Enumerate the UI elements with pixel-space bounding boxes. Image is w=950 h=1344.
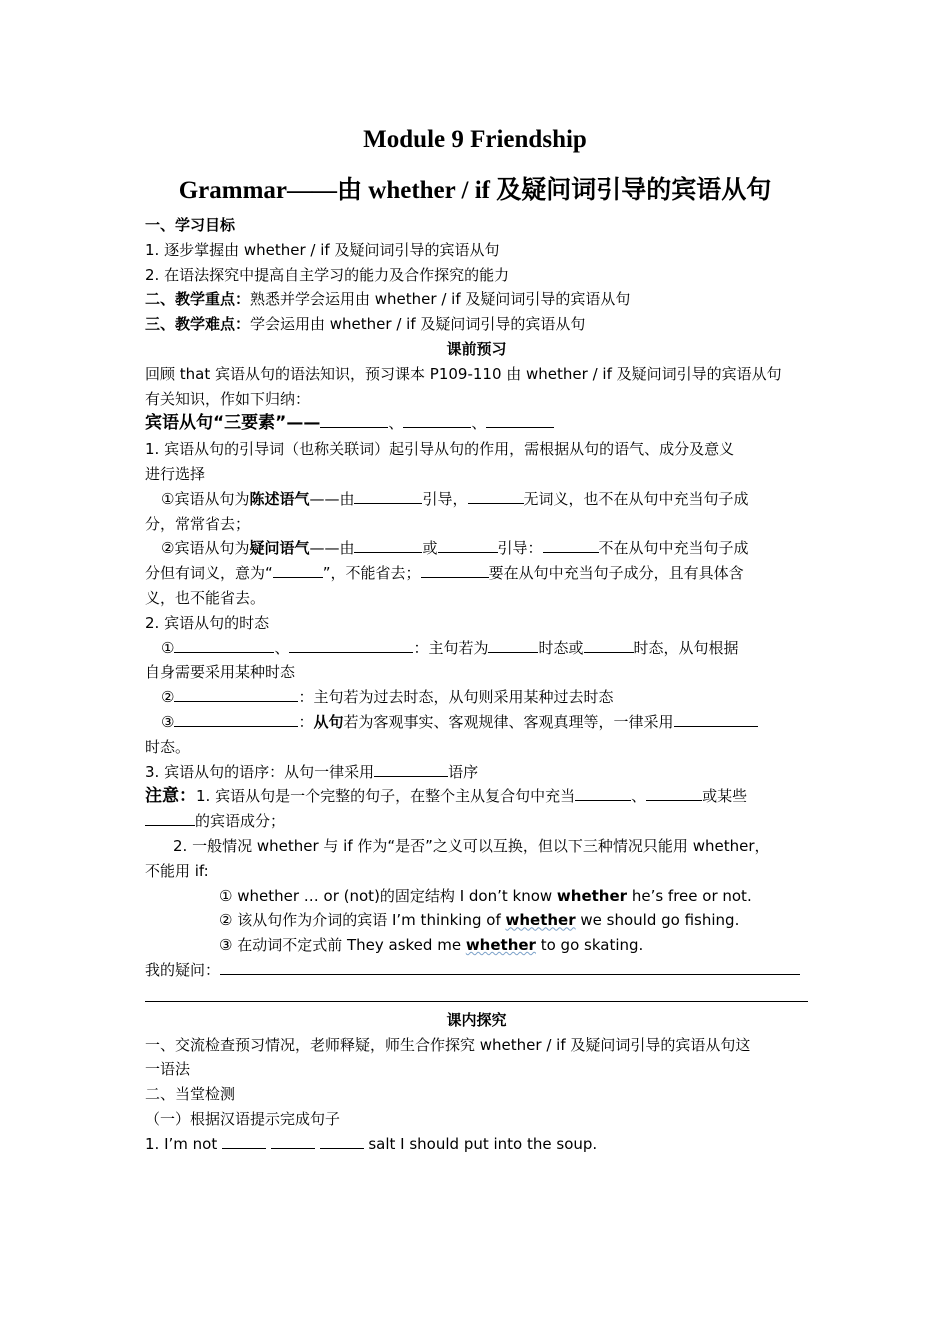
answer-blank[interactable] xyxy=(354,538,422,553)
difficulty-line xyxy=(145,312,808,337)
document-body xyxy=(145,213,808,1156)
example-line xyxy=(145,908,808,933)
answer-blank[interactable] xyxy=(646,786,702,801)
text-run: 分但有词义，意为“ xyxy=(145,564,273,583)
question-label: 我的疑问： xyxy=(145,960,221,979)
paragraph-line xyxy=(145,685,808,710)
text-run: 或某些 xyxy=(702,787,748,806)
text-run: ”，不能省去； xyxy=(322,564,421,583)
key-point-label: 二、教学重点： xyxy=(145,290,251,309)
paragraph-line: 进行选择 xyxy=(145,464,206,483)
text-run: whether xyxy=(465,936,536,955)
text-run: 要在从句中充当句子成分，且有具体含 xyxy=(488,564,744,583)
page-title: Module 9 Friendship xyxy=(363,126,587,153)
text-run: ：主句若为 xyxy=(413,638,489,657)
answer-blank[interactable] xyxy=(421,563,489,578)
paragraph-line xyxy=(145,710,808,735)
text-run: ② 该从句作为介词的宾语 I’m thinking of xyxy=(219,911,506,930)
text-run: 不在从句中充当句子成 xyxy=(598,539,749,558)
text-run: ——由 xyxy=(309,539,355,558)
text-run: 若为客观事实、客观规律、客观真理等，一律采用 xyxy=(343,712,674,731)
paragraph-line xyxy=(145,561,808,586)
answer-blank[interactable] xyxy=(374,762,448,777)
answer-blank[interactable] xyxy=(488,638,538,653)
text-run: to go skating. xyxy=(535,936,644,955)
answer-blank[interactable] xyxy=(354,489,422,504)
subtitle-part: whether / if xyxy=(362,177,497,204)
subtitle-part: 由 xyxy=(337,175,363,204)
text-run: 1. I’m not xyxy=(145,1134,218,1153)
difficulty-text: 学会运用由 whether / if 及疑问词引导的宾语从句 xyxy=(250,315,586,334)
example-line xyxy=(145,884,808,909)
key-point-text: 熟悉并学会运用由 whether / if 及疑问词引导的宾语从句 xyxy=(250,290,631,309)
text-run: ②宾语从句为 xyxy=(161,539,250,558)
paragraph-line: 一、交流检查预习情况，老师释疑，师生合作探究 whether / if 及疑问词引导的宾语从句这 xyxy=(145,1035,751,1054)
text-run: whether xyxy=(556,886,628,905)
note-label: 注意： xyxy=(145,786,196,807)
answer-blank[interactable] xyxy=(145,811,195,826)
paragraph-line: 2. 宾语从句的时态 xyxy=(145,613,270,632)
page-subtitle xyxy=(0,172,950,209)
text-run: 从句 xyxy=(313,712,344,731)
subtitle-part: 及疑问词引导的宾语从句 xyxy=(496,175,772,204)
text-run: 无词义，也不在从句中充当句子成 xyxy=(523,489,749,508)
question-line xyxy=(145,958,808,983)
note-line: 不能用 if: xyxy=(145,861,209,880)
question-input-line[interactable] xyxy=(145,983,808,1002)
paragraph-line xyxy=(145,536,808,561)
text-run: salt I should put into the soup. xyxy=(368,1134,598,1153)
preview-intro: 有关知识，作如下归纳： xyxy=(145,389,311,408)
section-heading-inclass: 课内探究 xyxy=(446,1010,507,1029)
answer-blank[interactable] xyxy=(174,638,274,653)
paragraph-line: 1. 宾语从句的引导词（也称关联词）起引导从句的作用，需根据从句的语气、成分及意义 xyxy=(145,440,735,459)
paragraph-line xyxy=(145,487,808,512)
note-line: 2. 一般情况 whether 与 if 作为“是否”之义可以互换，但以下三种情况只能用 whether， xyxy=(173,836,770,855)
key-point-line xyxy=(145,287,808,312)
answer-blank[interactable] xyxy=(273,563,323,578)
answer-blank[interactable] xyxy=(174,712,298,727)
answer-blank[interactable] xyxy=(438,538,498,553)
answer-blank[interactable] xyxy=(271,1134,315,1149)
three-elements-line xyxy=(145,411,808,437)
paragraph-line: 自身需要采用某种时态 xyxy=(145,663,296,682)
answer-blank[interactable] xyxy=(543,538,599,553)
exercise-line xyxy=(145,1132,808,1157)
separator: 、 xyxy=(274,638,290,657)
note-line xyxy=(145,809,808,834)
text-run: 时态，从句根据 xyxy=(633,638,739,657)
text-run: ①宾语从句为 xyxy=(161,489,250,508)
section-heading-objectives: 一、学习目标 xyxy=(145,216,236,234)
answer-blank[interactable] xyxy=(320,413,388,428)
text-run: we should go fishing. xyxy=(575,911,740,930)
text-run: he’s free or not. xyxy=(627,886,752,905)
text-run: 陈述语气 xyxy=(249,489,310,508)
text-run: 或 xyxy=(422,539,438,558)
answer-blank[interactable] xyxy=(468,489,524,504)
text-run: ① whether … or (not)的固定结构 I don’t know xyxy=(219,886,557,905)
text-run: 3. 宾语从句的语序：从句一律采用 xyxy=(145,762,375,781)
objective-item: 1. 逐步掌握由 whether / if 及疑问词引导的宾语从句 xyxy=(145,240,500,259)
paragraph-line: 义，也不能省去。 xyxy=(145,588,266,607)
answer-blank[interactable] xyxy=(584,638,634,653)
text-run: ：主句若为过去时态，从句则采用某种过去时态 xyxy=(298,688,614,707)
paragraph-line: （一）根据汉语提示完成句子 xyxy=(145,1109,341,1128)
section-heading-preview: 课前预习 xyxy=(446,339,507,358)
example-line xyxy=(145,933,808,958)
text-run: 1. 宾语从句是一个完整的句子，在整个主从复合句中充当 xyxy=(196,787,576,806)
paragraph-line: 时态。 xyxy=(145,737,191,756)
text-run: 引导： xyxy=(497,539,543,558)
answer-blank[interactable] xyxy=(320,1134,364,1149)
preview-intro: 回顾 that 宾语从句的语法知识，预习课本 P109-110 由 whether / if 及疑问词引导的宾语从句 xyxy=(145,364,782,383)
paragraph-line xyxy=(145,760,808,785)
text-run: ③ xyxy=(161,712,175,731)
three-elements-label: 宾语从句“三要素”—— xyxy=(145,413,321,434)
question-input[interactable] xyxy=(220,960,800,975)
subtitle-part: Grammar—— xyxy=(178,177,337,204)
separator: 、 xyxy=(631,787,647,806)
paragraph-line: 二、当堂检测 xyxy=(145,1085,236,1104)
paragraph-line: 一语法 xyxy=(145,1060,191,1079)
paragraph-line: 分，常常省去； xyxy=(145,514,251,533)
paragraph-line xyxy=(145,636,808,661)
objective-item: 2. 在语法探究中提高自主学习的能力及合作探究的能力 xyxy=(145,265,510,284)
text-run: 时态或 xyxy=(538,638,584,657)
text-run: 引导， xyxy=(422,489,468,508)
text-run: 语序 xyxy=(448,762,479,781)
text-run: ③ 在动词不定式前 They asked me xyxy=(219,936,466,955)
text-run: 疑问语气 xyxy=(249,539,310,558)
text-run: ① xyxy=(161,638,175,657)
separator: 、 xyxy=(471,414,487,433)
answer-blank[interactable] xyxy=(403,413,471,428)
answer-blank[interactable] xyxy=(222,1134,266,1149)
text-run: ——由 xyxy=(309,489,355,508)
text-run: 的宾语成分； xyxy=(195,812,286,831)
answer-blank[interactable] xyxy=(289,638,413,653)
text-run: ： xyxy=(298,712,314,731)
note-line xyxy=(145,784,808,809)
text-run: ② xyxy=(161,688,175,707)
separator: 、 xyxy=(388,414,404,433)
difficulty-label: 三、教学难点： xyxy=(145,315,251,334)
answer-blank[interactable] xyxy=(174,687,298,702)
answer-blank[interactable] xyxy=(674,712,758,727)
text-run: whether xyxy=(505,911,576,930)
answer-blank[interactable] xyxy=(575,786,631,801)
answer-blank[interactable] xyxy=(486,413,554,428)
